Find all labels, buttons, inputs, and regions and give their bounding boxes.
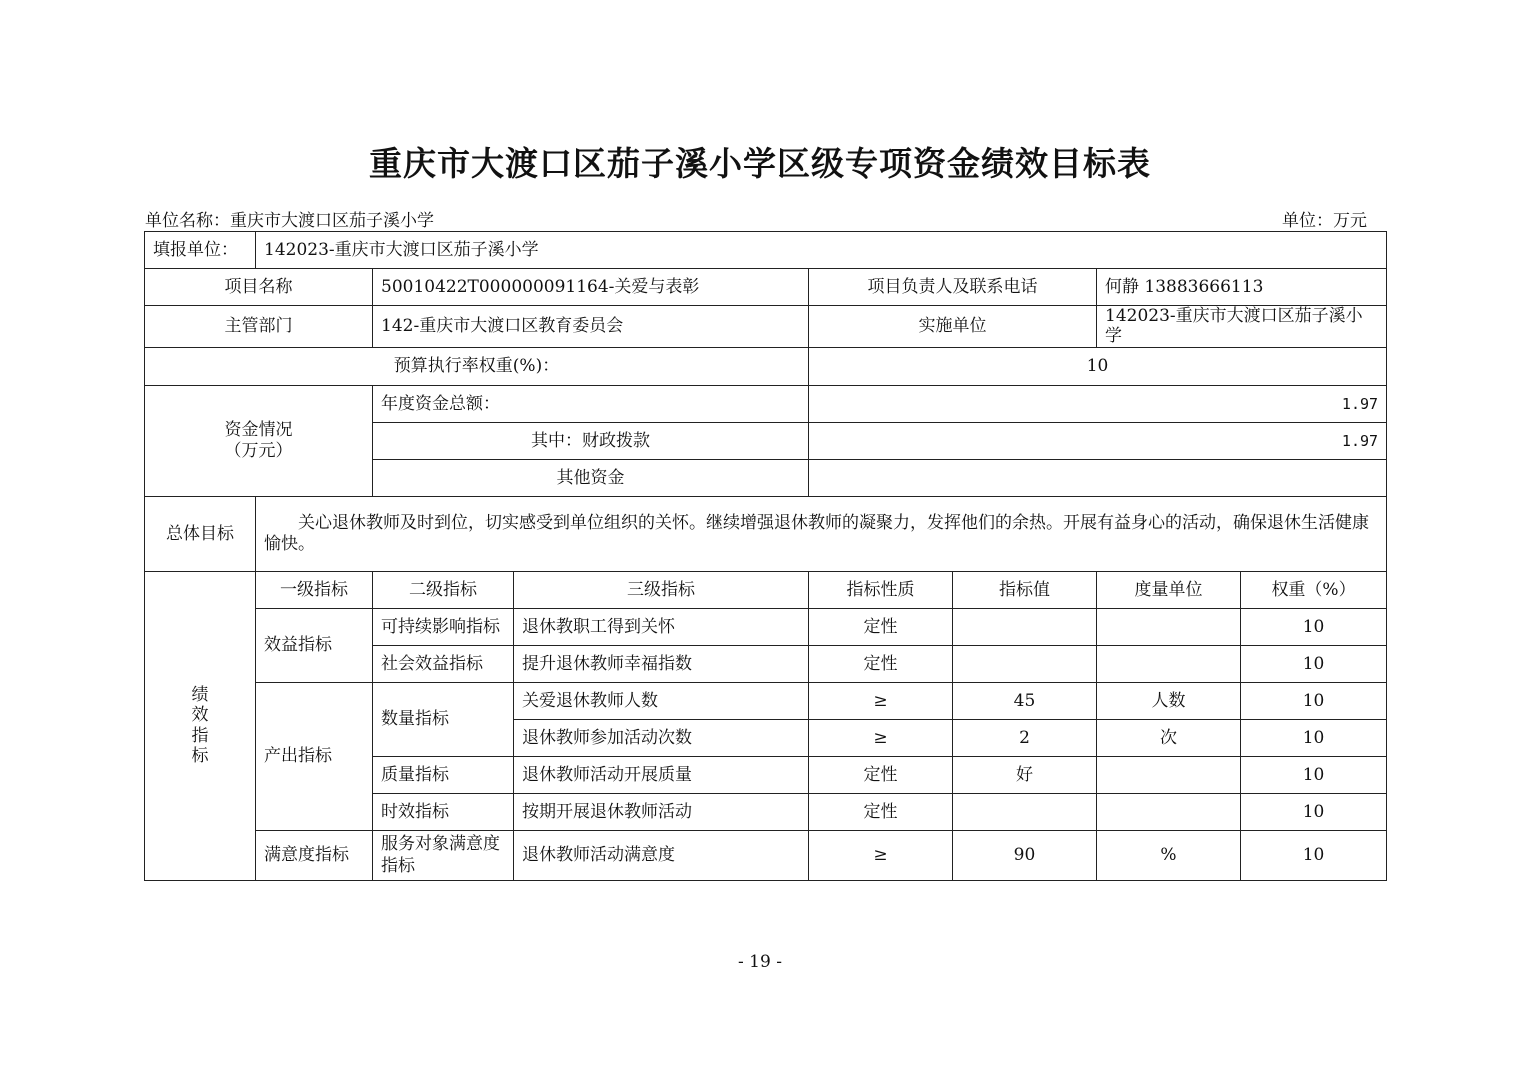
unit-cell	[1097, 645, 1241, 682]
funds-other-value	[809, 459, 1387, 496]
table-row	[145, 682, 1387, 719]
header-level2: 二级指标	[373, 571, 514, 608]
budget-weight-value: 10	[809, 347, 1387, 385]
table-row	[145, 830, 1387, 880]
goal-label: 总体目标	[145, 496, 256, 571]
unit-cell	[1097, 793, 1241, 830]
level2-cell: 可持续影响指标	[373, 608, 514, 645]
project-name-value: 50010422T000000091164-关爱与表彰	[373, 269, 809, 306]
nature-cell: 定性	[809, 756, 953, 793]
group-satisfaction: 满意度指标	[256, 830, 373, 880]
value-cell: 45	[953, 682, 1097, 719]
nature-cell: 定性	[809, 793, 953, 830]
nature-cell: 定性	[809, 608, 953, 645]
funds-label	[145, 385, 373, 496]
weight-cell: 10	[1241, 682, 1387, 719]
funds-label-line2: （万元）	[224, 440, 293, 461]
level2-cell: 社会效益指标	[373, 645, 514, 682]
nature-cell: ≥	[809, 719, 953, 756]
nature-cell: ≥	[809, 830, 953, 880]
value-cell	[953, 793, 1097, 830]
goal-text: 关心退休教师及时到位，切实感受到单位组织的关怀。继续增强退休教师的凝聚力，发挥他们的余热。开展有益身心的活动，确保退休生活健康愉快。	[256, 496, 1387, 571]
header-level3: 三级指标	[514, 571, 809, 608]
header-level1: 一级指标	[256, 571, 373, 608]
level2-cell: 时效指标	[373, 793, 514, 830]
side-char: 指	[191, 725, 209, 746]
unit-cell	[1097, 756, 1241, 793]
unit-cell: 人数	[1097, 682, 1241, 719]
budget-weight-label: 预算执行率权重(%)：	[145, 347, 809, 385]
header-value: 指标值	[953, 571, 1097, 608]
level3-cell: 退休教师活动开展质量	[514, 756, 809, 793]
value-cell	[953, 645, 1097, 682]
level3-cell: 提升退休教师幸福指数	[514, 645, 809, 682]
indicators-side-label	[145, 571, 256, 880]
funds-fiscal-value: 1.97	[809, 422, 1387, 459]
funds-label-line1: 资金情况	[224, 420, 293, 441]
page-title: 重庆市大渡口区茄子溪小学区级专项资金绩效目标表	[369, 144, 1151, 183]
table-row	[145, 608, 1387, 645]
unit-name: 单位名称：重庆市大渡口区茄子溪小学	[145, 211, 434, 231]
level3-cell: 退休教职工得到关怀	[514, 608, 809, 645]
nature-cell: 定性	[809, 645, 953, 682]
level2-cell: 数量指标	[373, 682, 514, 756]
value-cell	[953, 608, 1097, 645]
level2-cell: 服务对象满意度指标	[373, 830, 514, 880]
level3-cell: 退休教师活动满意度	[514, 830, 809, 880]
dept-value: 142-重庆市大渡口区教育委员会	[373, 306, 809, 348]
funds-fiscal-label: 其中：财政拨款	[373, 422, 809, 459]
project-name-label: 项目名称	[145, 269, 373, 306]
weight-cell: 10	[1241, 608, 1387, 645]
nature-cell: ≥	[809, 682, 953, 719]
unit-cell: 次	[1097, 719, 1241, 756]
level2-cell: 质量指标	[373, 756, 514, 793]
header-weight: 权重（%）	[1241, 571, 1387, 608]
side-char: 绩	[191, 685, 209, 705]
side-char: 效	[191, 705, 209, 726]
unit-cell: %	[1097, 830, 1241, 880]
unit-cell	[1097, 608, 1241, 645]
impl-unit-value: 142023-重庆市大渡口区茄子溪小学	[1097, 306, 1387, 348]
weight-cell: 10	[1241, 830, 1387, 880]
side-char: 标	[191, 746, 209, 767]
funds-other-label: 其他资金	[373, 459, 809, 496]
value-cell: 90	[953, 830, 1097, 880]
report-unit-value: 142023-重庆市大渡口区茄子溪小学	[256, 232, 1387, 269]
group-benefit: 效益指标	[256, 608, 373, 682]
weight-cell: 10	[1241, 645, 1387, 682]
project-contact-value: 何静 13883666113	[1097, 269, 1387, 306]
header-nature: 指标性质	[809, 571, 953, 608]
report-unit-label: 填报单位：	[145, 232, 256, 269]
dept-label: 主管部门	[145, 306, 373, 348]
project-contact-label: 项目负责人及联系电话	[809, 269, 1097, 306]
weight-cell: 10	[1241, 793, 1387, 830]
level3-cell: 按期开展退休教师活动	[514, 793, 809, 830]
header-unit: 度量单位	[1097, 571, 1241, 608]
funds-total-label: 年度资金总额：	[373, 385, 809, 422]
performance-table	[144, 231, 1387, 881]
weight-cell: 10	[1241, 756, 1387, 793]
currency-unit: 单位：万元	[1282, 211, 1367, 231]
value-cell: 2	[953, 719, 1097, 756]
impl-unit-label: 实施单位	[809, 306, 1097, 348]
level3-cell: 关爱退休教师人数	[514, 682, 809, 719]
level3-cell: 退休教师参加活动次数	[514, 719, 809, 756]
funds-total-value: 1.97	[809, 385, 1387, 422]
weight-cell: 10	[1241, 719, 1387, 756]
value-cell: 好	[953, 756, 1097, 793]
group-output: 产出指标	[256, 682, 373, 830]
page-number: - 19 -	[738, 952, 782, 972]
